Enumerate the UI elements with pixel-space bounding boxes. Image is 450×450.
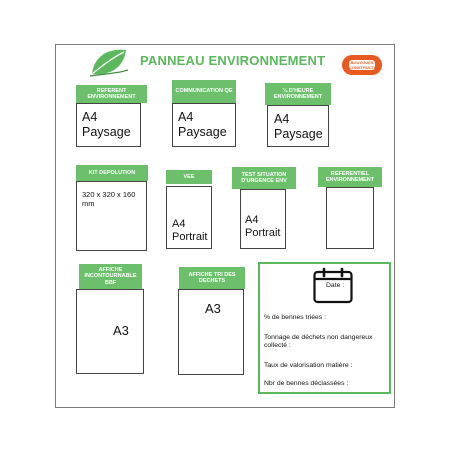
tag-vee: VEE: [166, 170, 212, 184]
tag-referent: REFERENT ENVIRONNEMENT: [76, 85, 147, 103]
indicator-taux-valorisation: Taux de valorisation matière :: [264, 362, 353, 369]
frame-affiche-bbf-text: A3: [113, 323, 129, 338]
indicator-bennes-triees: % de bennes triées :: [264, 314, 326, 321]
leaf-icon: [88, 44, 130, 78]
indicator-bennes-declassees: Nbr de bennes déclassées :: [264, 380, 349, 387]
tag-referentiel: REFERENTIEL ENVIRONNEMENT: [318, 167, 382, 187]
frame-vee-text: A4 Portrait: [172, 218, 208, 243]
logo-text: BOUYGUES CONSTRUCTION: [349, 60, 382, 70]
page-title: PANNEAU ENVIRONNEMENT: [140, 53, 326, 68]
tag-communication: COMMUNICATION QE: [172, 80, 236, 103]
company-logo: [342, 55, 382, 75]
tag-kit-depollution: KIT DEPOLUTION: [76, 165, 148, 181]
tag-test-situation: TEST SITUATION D'URGENCE ENV: [232, 167, 296, 189]
indicator-tonnage-dechets: Tonnage de déchets non dangereux collecté :: [264, 334, 373, 349]
tag-affiche-tri: AFFICHE TRI DES DECHETS: [179, 267, 245, 289]
frame-test-situation-text: A4 Portrait: [245, 214, 281, 239]
tag-affiche-bbf: AFFICHE INCONTOURNABLE BBF: [79, 264, 142, 289]
frame-quart-heure-text: A4 Paysage: [274, 112, 323, 141]
frame-affiche-tri-text: A3: [205, 301, 221, 316]
tag-quart-heure: ¼ D'HEURE ENVIRONNEMENT: [265, 83, 331, 105]
frame-affiche-bbf: [76, 289, 144, 374]
frame-referent-text: A4 Paysage: [82, 110, 131, 139]
frame-kit-depollution-text: 320 x 320 x 160 mm: [82, 190, 136, 208]
date-label: Date :: [326, 282, 345, 289]
frame-communication-text: A4 Paysage: [178, 110, 227, 139]
frame-referentiel: [326, 187, 374, 249]
